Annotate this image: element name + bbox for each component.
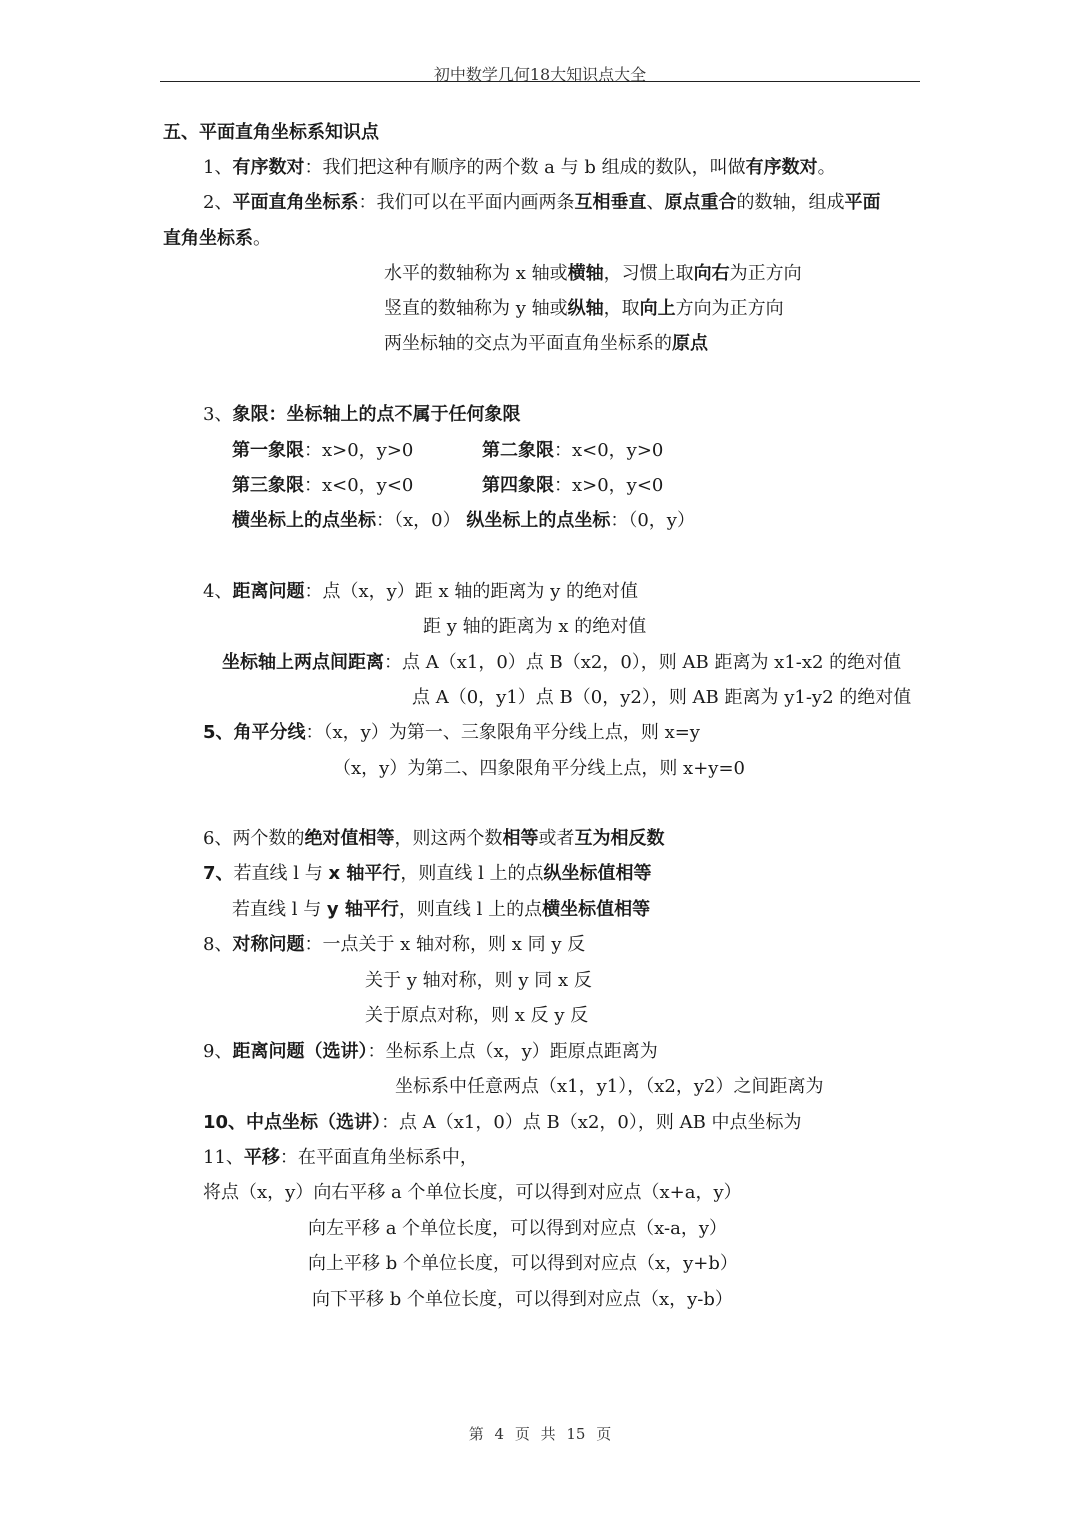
item-7-line-2: 若直线 l 与 y 轴平行，则直线 l 上的点横坐标值相等 [232,899,651,920]
item-8-line-3: 关于原点对称，则 x 反 y 反 [365,1005,589,1026]
item-2-cont: 直角坐标系。 [163,228,271,249]
item-11-line-5: 向下平移 b 个单位长度，可以得到对应点（x，y-b） [312,1289,733,1310]
page-footer: 第 4 页 共 15 页 [468,1425,612,1443]
header-rule [160,81,920,82]
item-1: 1、有序数对：我们把这种有顺序的两个数 a 与 b 组成的数队，叫做有序数对。 [203,157,836,178]
item-9-line-2: 坐标系中任意两点（x1，y1），（x2，y2）之间距离为 [395,1076,824,1097]
item-6: 6、两个数的绝对值相等，则这两个数相等或者互为相反数 [203,828,665,849]
item-8-line-2: 关于 y 轴对称，则 y 同 x 反 [365,970,592,991]
origin-line: 两坐标轴的交点为平面直角坐标系的原点 [384,333,708,354]
item-5: 5、角平分线：（x，y）为第一、三象限角平分线上点，则 x=y [203,722,700,743]
item-10: 10、中点坐标（选讲）：点 A（x1，0）点 B（x2，0），则 AB 中点坐标为 [203,1112,802,1133]
item-4-line-3: 坐标轴上两点间距离：点 A（x1，0）点 B（x2，0），则 AB 距离为 x1-x2 的绝对值 [222,652,902,673]
quadrant-row-2: 第三象限：x<0，y<0 第四象限：x>0，y<0 [232,475,664,496]
quadrant-row-1: 第一象限：x>0，y>0 第二象限：x<0，y>0 [232,440,664,461]
item-11: 11、平移：在平面直角坐标系中， [203,1147,478,1168]
item-2: 2、平面直角坐标系：我们可以在平面内画两条互相垂直、原点重合的数轴，组成平面 [203,192,881,213]
page-header: 初中数学几何18大知识点大全 [433,65,647,84]
item-4-line-4: 点 A（0，y1）点 B（0，y2），则 AB 距离为 y1-y2 的绝对值 [412,687,912,708]
item-9: 9、距离问题（选讲）：坐标系上点（x，y）距原点距离为 [203,1041,658,1062]
item-11-line-2: 将点（x，y）向右平移 a 个单位长度，可以得到对应点（x+a，y） [203,1182,742,1203]
item-8: 8、对称问题：一点关于 x 轴对称，则 x 同 y 反 [203,934,586,955]
item-4: 4、距离问题：点（x，y）距 x 轴的距离为 y 的绝对值 [203,581,638,602]
item-11-line-4: 向上平移 b 个单位长度，可以得到对应点（x，y+b） [308,1253,738,1274]
item-11-line-3: 向左平移 a 个单位长度，可以得到对应点（x-a，y） [308,1218,727,1239]
axis-point-row: 横坐标上的点坐标：（x，0） 纵坐标上的点坐标：（0，y） [232,510,695,531]
x-axis-line: 水平的数轴称为 x 轴或横轴，习惯上取向右为正方向 [384,263,802,284]
item-7: 7、若直线 l 与 x 轴平行，则直线 l 上的点纵坐标值相等 [203,863,652,884]
item-5-line-2: （x，y）为第二、四象限角平分线上点，则 x+y=0 [333,758,745,779]
y-axis-line: 竖直的数轴称为 y 轴或纵轴，取向上方向为正方向 [384,298,784,319]
item-3: 3、象限：坐标轴上的点不属于任何象限 [203,404,521,425]
section-title: 五、平面直角坐标系知识点 [163,122,379,143]
item-4-line-2: 距 y 轴的距离为 x 的绝对值 [423,616,647,637]
